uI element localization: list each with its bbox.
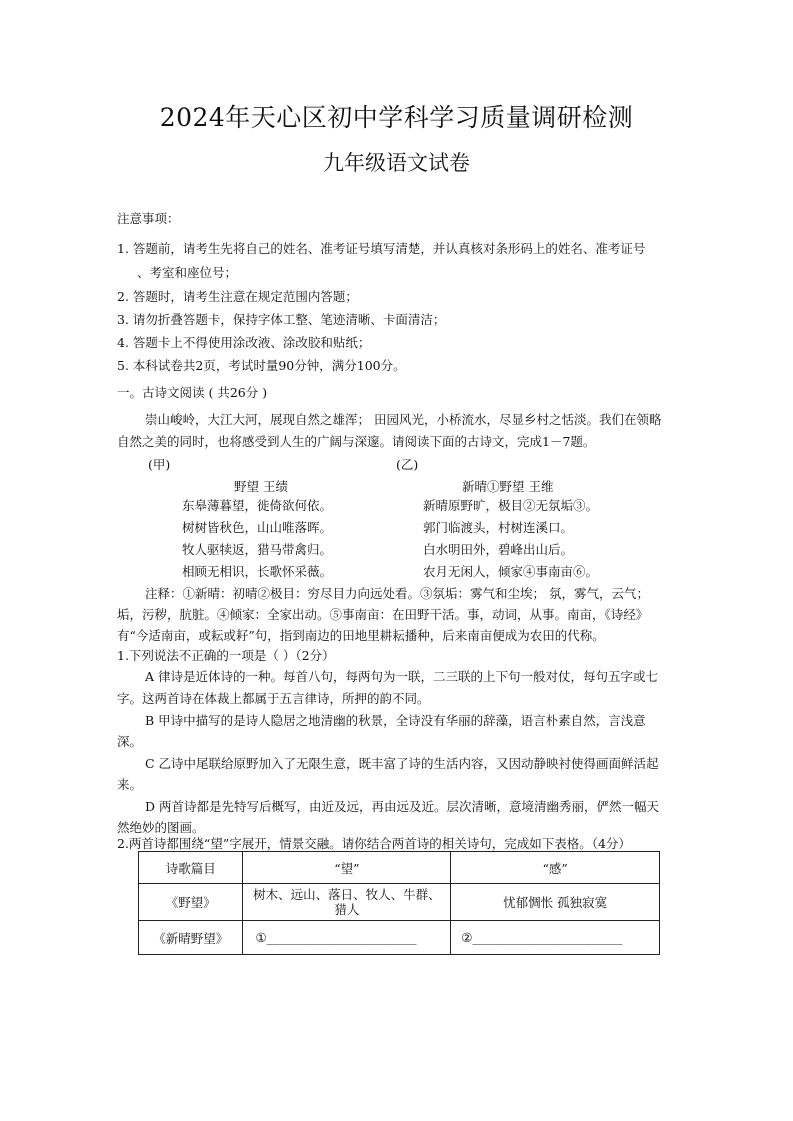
table-row <box>139 921 660 955</box>
note-item-1-cont: 、考室和座位号； <box>137 265 238 280</box>
answer-table <box>138 851 660 955</box>
table-cell-gan: 忧郁惆怅 孤独寂寞 <box>451 884 660 921</box>
question1-option-d-1: D 两首诗都是先特写后概写，由近及远，再由远及近。层次清晰，意境清幽秀丽，俨然一幅天 <box>145 799 659 814</box>
question2-stem: 2.两首诗都围绕“望”字展开，情景交融。请你结合两首诗的相关诗句，完成如下表格。（4分） <box>117 836 631 851</box>
question1-option-a-2: 字。这两首诗在体裁上都属于五言律诗，所押的韵不同。 <box>117 691 430 706</box>
question1-option-d-2: 然绝妙的图画。 <box>117 820 205 835</box>
poem-b-line-1: 新晴原野旷，极目②无氛垢③。 <box>423 498 599 513</box>
answer-blank-1[interactable]: ①________________________ <box>243 921 451 955</box>
table-row <box>139 884 660 921</box>
section1-intro-1: 崇山峻岭，大江大河，展现自然之雄浑； 田园风光，小桥流水，尽显乡村之恬淡。我们在领略 <box>145 412 662 427</box>
note-item-1: 1. 答题前，请考生先将自己的姓名、准考证号填写清楚，并认真核对条形码上的姓名、准考证号 <box>117 241 646 256</box>
poem-b-label: (乙) <box>396 457 419 472</box>
question1-option-b-1: B 甲诗中描写的是诗人隐居之地清幽的秋景，全诗没有华丽的辞藻，语言朴素自然，言浅意 <box>145 713 646 728</box>
question1-option-c-2: 来。 <box>117 777 143 792</box>
section1-heading: 一。古诗文阅读 ( 共26分 ) <box>117 385 268 400</box>
poem-b-line-3: 白水明田外，碧峰出山后。 <box>423 542 574 557</box>
section1-intro-2: 自然之美的同时，也将感受到人生的广阔与深邃。请阅读下面的古诗文，完成1－7题。 <box>117 434 596 449</box>
poem-a-title: 野望 王绩 <box>234 479 288 494</box>
poem-a-line-1: 东皋薄暮望，徙倚欲何依。 <box>182 498 333 513</box>
table-cell-wang: 树木、远山、落日、牧人、牛群、猎人 <box>243 884 451 921</box>
question1-stem: 1.下列说法不正确的一项是（ ）（2分） <box>117 648 335 663</box>
annotation-line-3: 有“今适南亩，或耘或耔”句，指到南边的田地里耕耘播种，后来南亩便成为农田的代称。 <box>117 628 605 643</box>
poem-a-line-4: 相顾无相识，长歌怀采薇。 <box>182 564 333 579</box>
note-item-3: 3. 请勿折叠答题卡，保持字体工整、笔迹清晰、卡面清洁； <box>117 312 446 327</box>
question1-option-a-1: A 律诗是近体诗的一种。每首八句，每两句为一联，二三联的上下句一般对仗，每句五字或七 <box>145 669 659 684</box>
exam-subtitle: 九年级语文试卷 <box>323 151 470 175</box>
table-header-row <box>139 852 660 884</box>
table-cell-poem: 《野望》 <box>139 884 243 921</box>
annotation-line-1: 注释：①新晴：初晴②极目：穷尽目力向远处看。③氛垢：雾气和尘埃； 氛，雾气，云气； <box>145 586 649 601</box>
note-item-4: 4. 答题卡上不得使用涂改液、涂改胶和贴纸； <box>117 335 371 350</box>
question1-option-c-1: C 乙诗中尾联给原野加入了无限生意，既丰富了诗的生活内容，又因动静映衬使得画面鲜活起 <box>145 756 659 771</box>
notes-heading: 注意事项： <box>117 211 180 226</box>
table-header-wang: “望” <box>243 852 451 884</box>
poem-a-label: (甲) <box>148 457 171 472</box>
poem-b-line-4: 农月无闲人，倾家④事南亩⑥。 <box>423 564 599 579</box>
table-header-gan: “感” <box>451 852 660 884</box>
poem-a-line-3: 牧人驱犊返，猎马带禽归。 <box>182 542 333 557</box>
poem-a-line-2: 树树皆秋色，山山唯落晖。 <box>182 520 333 535</box>
question1-option-b-2: 深。 <box>117 734 143 749</box>
poem-b-line-2: 郭门临渡头，村树连溪口。 <box>423 520 574 535</box>
note-item-5: 5. 本科试卷共2页，考试时量90分钟，满分100分。 <box>117 358 406 373</box>
table-header-poem: 诗歌篇目 <box>139 852 243 884</box>
answer-blank-2[interactable]: ②________________________ <box>451 921 660 955</box>
poem-b-title: 新晴①野望 王维 <box>462 479 554 494</box>
exam-title: 2024年天心区初中学科学习质量调研检测 <box>159 103 634 132</box>
annotation-line-2: 垢，污秽，肮脏。④倾家：全家出动。⑤事南亩：在田野干活。事，动词，从事。南亩，《诗经》 <box>117 607 649 622</box>
note-item-2: 2. 答题时，请考生注意在规定范围内答题； <box>117 289 358 304</box>
table-cell-poem: 《新晴野望》 <box>139 921 243 955</box>
